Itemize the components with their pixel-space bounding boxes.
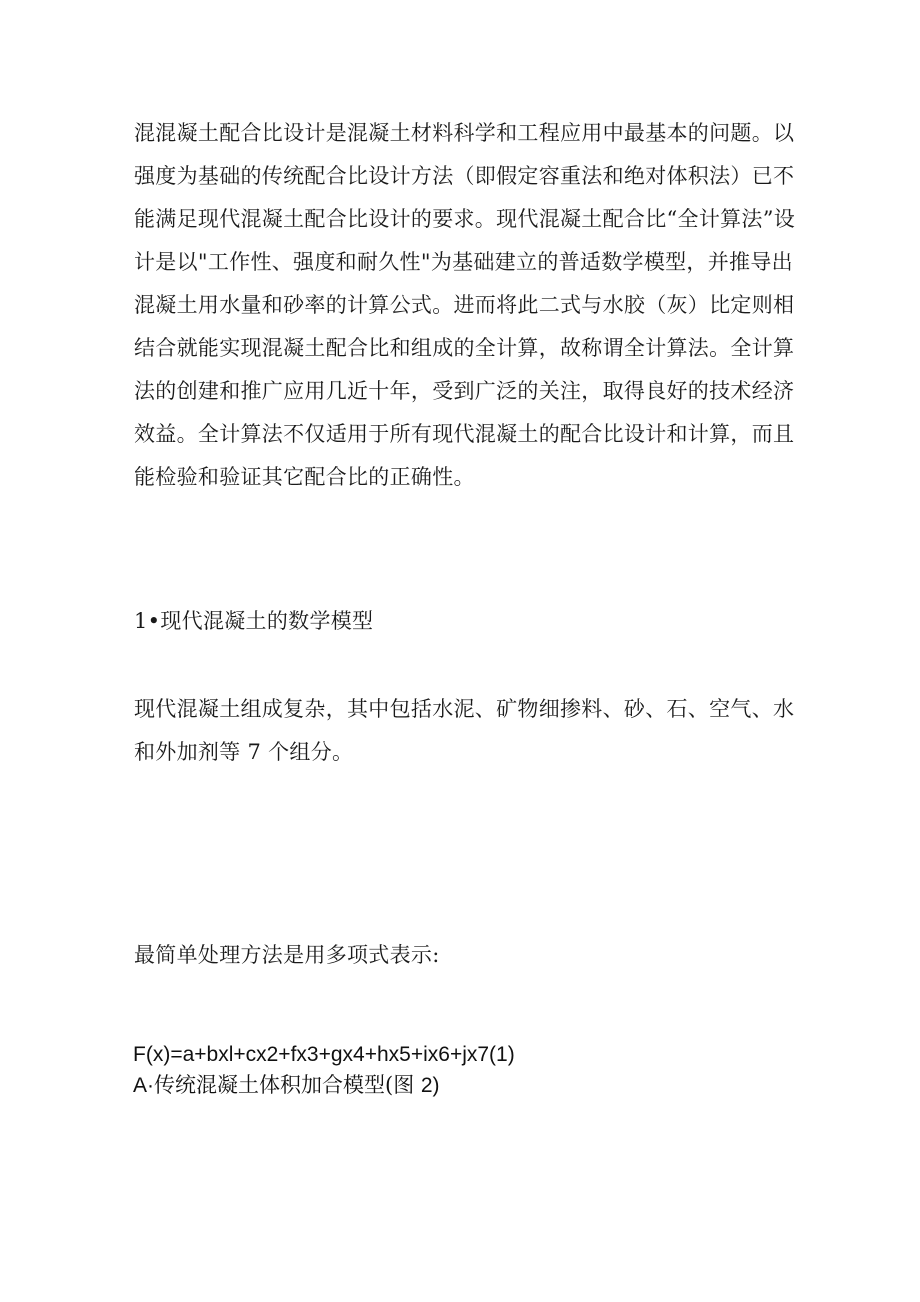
method-line: 最简单处理方法是用多项式表示:	[134, 943, 440, 967]
model-caption-prefix: A·	[133, 1074, 154, 1097]
model-caption-text: 传统混凝土体积加合模型(图	[154, 1073, 421, 1097]
intro-paragraph: 混混凝土配合比设计是混凝土材料科学和工程应用中最基本的问题。以强度为基础的传统配合比设计方法（即假定容重法和绝对体积法）已不能满足现代混凝土配合比设计的要求。现代混凝土配合比“全计算法”设计是以"工作性、强度和耐久性"为基础建立的普适数学模型，并推导出混凝土用水量和砂率的计算公式。进而将此二式与水胶（灰）比定则相结合就能实现混凝土配合比和组成的全计算，故称谓全计算法。全计算法的创建和推广应用几近十年，受到广泛的关注，取得良好的技术经济效益。全计算法不仅适用于所有现代混凝土的配合比设计和计算，而且能检验和验证其它配合比的正确性。	[134, 121, 796, 489]
model-caption	[133, 1070, 440, 1101]
section-heading: 1•现代混凝土的数学模型	[134, 609, 374, 633]
components-paragraph: 现代混凝土组成复杂，其中包括水泥、矿物细掺料、砂、石、空气、水和外加剂等 7 个组分。	[134, 697, 795, 764]
polynomial-formula: F(x)=a+bxl+cx2+fx3+gx4+hx5+ix6+jx7(1)	[133, 1043, 515, 1066]
model-caption-suffix: 2)	[420, 1074, 440, 1097]
